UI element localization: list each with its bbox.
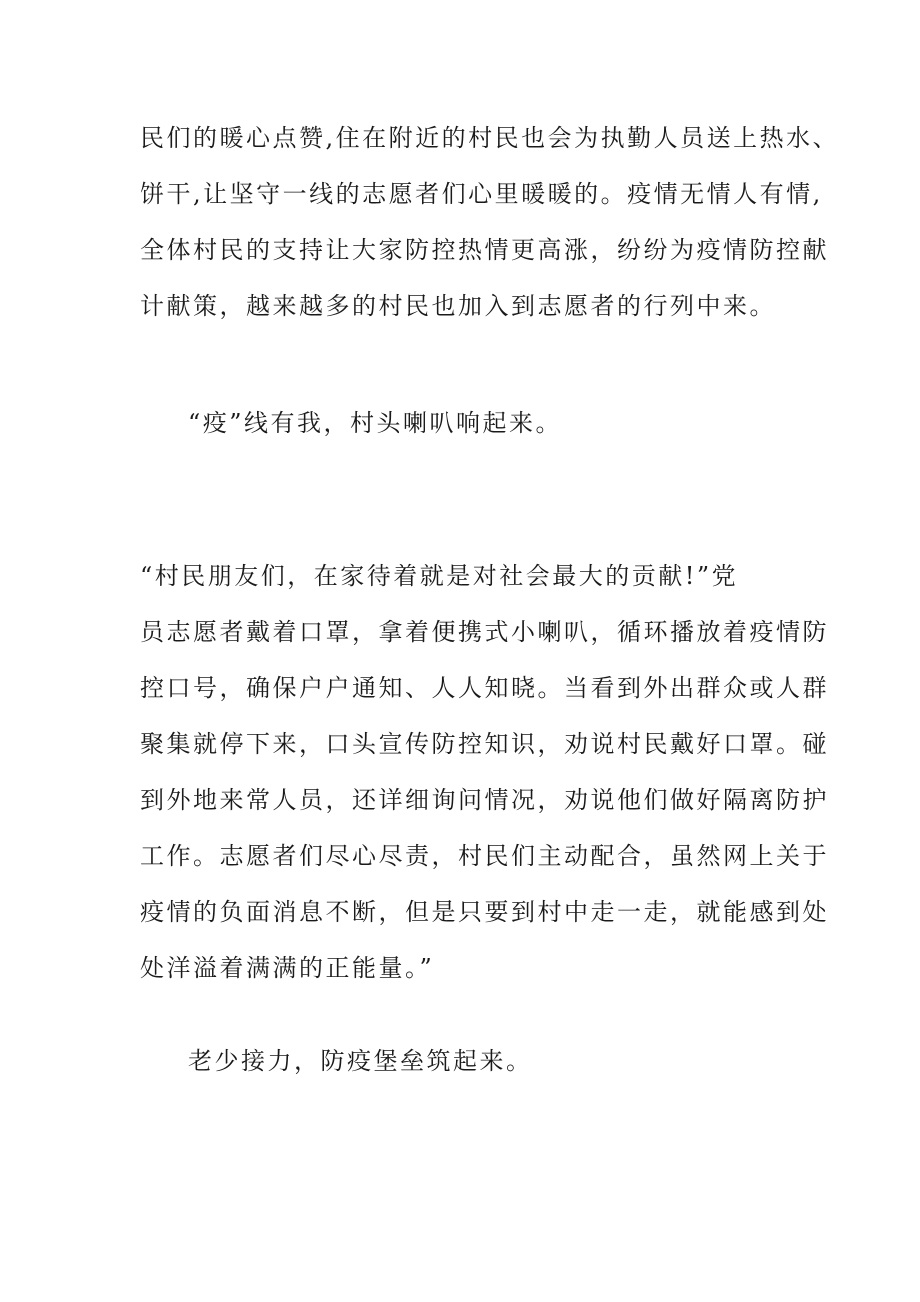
section-heading-loudspeaker: [188, 395, 868, 451]
paragraph-volunteer-broadcast: [140, 548, 829, 996]
text-line: “村民朋友们，在家待着就是对社会最大的贡献!”党: [140, 562, 739, 590]
text-line: 民们的暖心点赞,住在附近的村民也会为执勤人员送上热水、: [140, 124, 840, 152]
text-line: 到外地来常人员，还详细询问情况，劝说他们做好隔离防护: [140, 786, 829, 814]
text-line: 员志愿者戴着口罩，拿着便携式小喇叭，循环播放着疫情防: [140, 618, 829, 646]
text-line: 工作。志愿者们尽心尽责，村民们主动配合，虽然网上关于: [140, 842, 829, 870]
text-line: 全体村民的支持让大家防控热情更高涨，纷纷为疫情防控献: [140, 236, 829, 264]
paragraph-villagers-support: [140, 110, 840, 334]
text-line: 控口号，确保户户通知、人人知晓。当看到外出群众或人群: [140, 674, 829, 702]
heading-text: “疫”线有我，村头喇叭响起来。: [188, 409, 563, 437]
text-line: 饼干,让坚守一线的志愿者们心里暖暖的。疫情无情人有情,: [140, 180, 823, 208]
text-line: 计献策，越来越多的村民也加入到志愿者的行列中来。: [140, 292, 776, 320]
section-heading-relay: [188, 1033, 868, 1089]
text-line: 处洋溢着满满的正能量。”: [140, 954, 435, 982]
text-line: 聚集就停下来，口头宣传防控知识，劝说村民戴好口罩。碰: [140, 730, 829, 758]
heading-text: 老少接力，防疫堡垒筑起来。: [188, 1047, 533, 1075]
text-line: 疫情的负面消息不断，但是只要到村中走一走，就能感到处: [140, 898, 829, 926]
